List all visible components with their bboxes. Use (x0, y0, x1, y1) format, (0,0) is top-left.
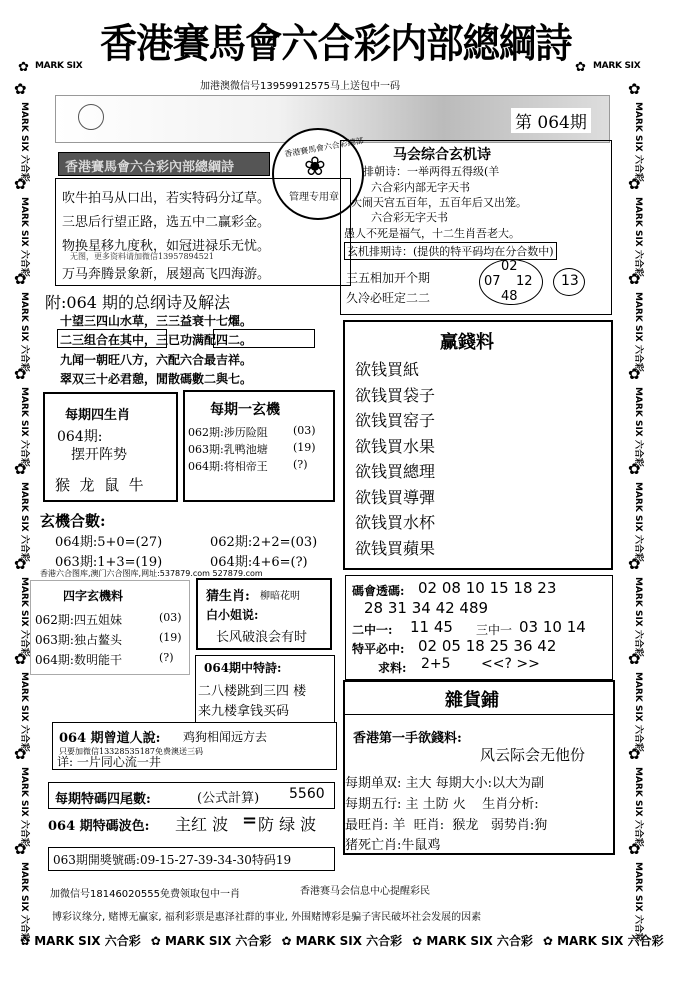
sizi-val: (19) (159, 631, 182, 644)
seal-text-bottom: 管理专用章 (289, 192, 339, 203)
issue-label: 第 064期 (511, 108, 591, 133)
bose-main: 主红 波 (175, 815, 229, 834)
border-logo: MARK SIX 六合彩 (633, 577, 643, 657)
flower-icon: ✿ (628, 270, 641, 288)
border-logo: MARK SIX 六合彩 (633, 387, 643, 467)
flower-icon: ✿ (14, 650, 27, 668)
number: 13 (561, 273, 579, 289)
zahuo-hk-text: 风云际会无他份 (480, 746, 586, 764)
poem-line: 万马奔腾景象新，展翅高飞四海游。 (62, 267, 271, 282)
flower-icon: ✿ (18, 60, 29, 75)
border-logo: ✿ MARK SIX 六合彩 (281, 934, 403, 948)
teshi-box (195, 655, 335, 723)
border-logo: ✿ MARK SIX 六合彩 (542, 934, 664, 948)
toupu-row: 02 08 10 15 18 23 (418, 579, 557, 597)
kaijiang-box (48, 847, 335, 871)
flower-icon: ✿ (14, 840, 27, 858)
yingqian-item: 欲钱買導彈 (355, 487, 436, 507)
poem-overlay: 无图，更多资料请加微信13957894521 (70, 252, 214, 261)
toupu-label: 碼會透碼: (352, 584, 405, 598)
xuanjima-title: 玄機合數: (40, 512, 106, 530)
border-logo: MARK SIX 六合彩 (633, 862, 643, 942)
border-logo: MARK SIX 六合彩 (633, 672, 643, 752)
zengjin-box (52, 722, 337, 770)
flower-icon: ✿ (628, 365, 641, 383)
flower-icon: ✿ (14, 175, 27, 193)
xuanji-line: 六合彩无字天书 (371, 211, 448, 224)
yingqian-item: 欲钱買紙 (355, 360, 420, 379)
left-border (8, 80, 36, 942)
flower-icon: ✿ (628, 650, 641, 668)
yixuanji-box (183, 390, 335, 502)
number: 48 (501, 289, 518, 304)
border-logo: MARK SIX 六合彩 (19, 102, 29, 182)
caishengxiao-box (196, 578, 332, 650)
toupu-row: <<? >> (481, 656, 540, 672)
highlight-box (57, 329, 167, 348)
zonggang-line: 二三组合在其中，三已功满配四二。 (60, 333, 253, 347)
flower-icon: ✿ (628, 840, 641, 858)
number: 07 (484, 274, 501, 289)
teshi-title: 064期中特詩: (204, 661, 282, 675)
number: 02 (501, 259, 518, 274)
toupu-label: 三中一 (476, 623, 513, 637)
zahuo-title: 雜貨鋪 (445, 690, 499, 711)
poem-line: 三思后行望正路，选五中二赢彩金。 (62, 215, 271, 230)
border-logo: MARK SIX 六合彩 (633, 197, 643, 277)
caishengxiao-sub: 白小姐说: (206, 608, 259, 622)
banner-strip (58, 152, 270, 176)
xuanjima-row: 063期:1+3=(19) (55, 555, 163, 570)
border-logo: MARK SIX (593, 61, 641, 71)
xuanji-box (340, 140, 612, 315)
sishengxiao-animals: 猴 龙 鼠 牛 (55, 476, 144, 494)
toupu-row: 11 45 (410, 618, 453, 636)
border-logo: MARK SIX 六合彩 (19, 387, 29, 467)
toupu-row: 2+5 (421, 656, 451, 672)
flower-icon: ✿ (628, 175, 641, 193)
toupu-row: 28 31 34 42 489 (364, 599, 489, 617)
flower-icon: ✿ (14, 80, 27, 98)
xuanjima-row: 062期:2+2=(03) (210, 535, 318, 550)
border-logo: MARK SIX 六合彩 (633, 767, 643, 847)
yixuanji-val: (?) (293, 458, 308, 471)
zonggang-title: 附:064 期的总纲诗及解法 (45, 293, 231, 312)
bose-label: 064 期特碼波色: (48, 819, 150, 834)
zengjin-sub: 详: 一片同心流一井 (57, 755, 161, 769)
sishengxiao-text: 摆开阵势 (71, 447, 127, 463)
zengjin-text: 鸡狗相闻远方去 (183, 730, 268, 744)
sishengxiao-issue: 064期: (57, 429, 103, 445)
zahuo-line: 每期五行: 主 土防 火 生肖分析: (345, 797, 539, 812)
bottom-border-strip (20, 932, 664, 949)
flower-icon: ✿ (628, 80, 641, 98)
sizi-row: 063期:独占鳌头 (35, 633, 122, 647)
site-note: 香港六合图库,澳门六合图库,网址:537879.com 527879.com (40, 569, 263, 578)
yingqian-item: 欲钱買窑子 (355, 411, 436, 430)
yingqian-item: 欲钱買總理 (355, 462, 436, 481)
flower-icon: ✿ (14, 270, 27, 288)
border-logo: ✿ MARK SIX 六合彩 (20, 934, 141, 948)
weishu-formula: (公式計算) (197, 791, 260, 806)
xuanji-line: 大闹天宫五百年，五百年后又出笼。 (351, 196, 527, 209)
footer-wechat: 加微信号18146020555免费领取包中一肖 (50, 889, 240, 900)
xuanji-line: 六合彩内部无字天书 (371, 181, 470, 194)
flower-icon: ✿ (575, 60, 586, 75)
xuanji-line: 愚人不死是福气，十二生肖吾老大。 (344, 227, 520, 240)
sizi-row: 062期:四五姐妹 (35, 613, 122, 627)
number: 12 (516, 274, 533, 289)
sishengxiao-box (43, 392, 178, 502)
seal-text-top: 香港賽馬會六合彩總部 (283, 136, 365, 159)
xuanji-line: 排朝诗：一举两得五得级(羊 (363, 165, 500, 178)
bose-fang: 防 绿 波 (258, 815, 317, 834)
border-logo: MARK SIX 六合彩 (19, 292, 29, 372)
teshi-line: 二八楼跳到三四 楼 (198, 684, 307, 699)
caishengxiao-text: 长风破浪会有时 (216, 630, 308, 645)
border-logo: ✿ MARK SIX 六合彩 (150, 934, 272, 948)
caishengxiao-title: 猜生肖: (206, 589, 250, 604)
flower-icon: ✿ (14, 365, 27, 383)
seal-flower-icon: ❀ (304, 152, 326, 182)
sizi-title: 四字玄機料 (63, 589, 124, 603)
xuanji-line: 三五相加开个期 (346, 271, 431, 285)
toupu-row: 02 05 18 25 36 42 (418, 637, 557, 655)
zahuo-line: 每期单双: 主大 每期大小:以大为副 (345, 776, 545, 791)
zengjin-overlay: 只要加微信13328535187免费澳送三码 (59, 747, 203, 756)
footer-slogan: 博彩议缘分, 赌博无赢家, 福利彩票是惠泽社群的事业, 外围赌博彩是骗子害民破坏社会发展的因素 (52, 912, 482, 923)
yingqian-item: 欲钱買水杯 (355, 513, 436, 532)
toupu-label: 求料: (378, 661, 407, 675)
border-logo: MARK SIX 六合彩 (19, 862, 29, 942)
toupu-box (345, 575, 613, 680)
flower-icon: ✿ (628, 555, 641, 573)
poem-line: 物换星移九度秋，如冠进禄乐无忧。 (62, 239, 271, 254)
footer-center: 香港赛马会信息中心提醒彩民 (300, 886, 430, 897)
weishu-box (48, 782, 335, 809)
zahuo-hk-label: 香港第一手欲錢料: (353, 731, 462, 746)
yingqian-item: 欲钱買水果 (355, 436, 436, 456)
weishu-title: 每期特碼四尾數: (55, 792, 151, 807)
flower-icon: ✿ (628, 745, 641, 763)
highlight-box (213, 329, 315, 348)
yingqian-title: 赢錢料 (440, 332, 494, 353)
xuanji-line: 玄机排期诗：(提供的特平码均在分合数中) (344, 242, 557, 260)
yixuanji-title: 每期一玄機 (210, 402, 280, 418)
sizi-box (30, 580, 190, 675)
xuanji-title: 马会综合玄机诗 (393, 147, 491, 163)
zonggang-line: 九闻一朝旺八方，六配六合最吉祥。 (60, 353, 253, 367)
flower-icon: ✿ (14, 745, 27, 763)
header-contact: 加港澳微信号13959912575马上送包中一码 (200, 81, 400, 92)
bose-eq: = (242, 810, 258, 831)
border-logo: MARK SIX 六合彩 (19, 577, 29, 657)
sizi-row: 064期:数明能干 (35, 653, 122, 667)
banner-logo (78, 104, 104, 130)
border-logo: MARK SIX (35, 61, 83, 71)
top-border-strip (10, 58, 100, 78)
yixuanji-row: 062期:涉历险阻 (188, 426, 268, 439)
poem-box (55, 178, 351, 286)
teshi-line: 来九楼拿钱买码 (198, 704, 290, 719)
bottom-border (20, 932, 664, 954)
border-logo: MARK SIX 六合彩 (19, 197, 29, 277)
xuanjima-row: 064期:5+0=(27) (55, 535, 163, 550)
zonggang-line: 翠双三十必君憩，閒散碼數二與七。 (60, 372, 253, 386)
zengjin-title: 064 期曾道人說: (59, 731, 161, 746)
border-logo: MARK SIX 六合彩 (19, 482, 29, 562)
yingqian-item: 欲钱買袋子 (355, 385, 436, 405)
kaijiang-text: 063期開獎號碼:09-15-27-39-34-30特码19 (53, 853, 292, 867)
border-logo: ✿ MARK SIX 六合彩 (412, 934, 533, 948)
page-title: 香港賽馬會六合彩内部總綱詩 (100, 20, 572, 67)
zonggang-lines (55, 312, 340, 386)
sishengxiao-title: 每期四生肖 (65, 408, 131, 423)
zahuo-line: 最旺肖: 羊 旺肖: 猴龙 弱势肖:狗 (345, 818, 548, 833)
xuanji-line: 久冷必旺定二二 (346, 291, 431, 305)
toupu-label: 特平必中: (352, 642, 405, 656)
caishengxiao-hint: 柳暗花明 (260, 591, 300, 602)
border-logo: MARK SIX 六合彩 (633, 482, 643, 562)
flower-icon: ✿ (14, 555, 27, 573)
poem-line: 吹牛拍马从口出，若实特码分辽草。 (62, 191, 271, 206)
sizi-val: (?) (159, 651, 174, 664)
top-border-strip-right (575, 58, 655, 78)
right-border (622, 80, 652, 942)
zahuo-box (343, 680, 615, 855)
border-logo: MARK SIX 六合彩 (19, 672, 29, 752)
border-logo: MARK SIX 六合彩 (633, 102, 643, 182)
yixuanji-val: (03) (293, 424, 316, 437)
yixuanji-row: 064期:将相帝王 (188, 460, 268, 473)
zahuo-line: 猪死亡肖:牛鼠鸡 (345, 838, 441, 853)
yixuanji-row: 063期:乳鸭池塘 (188, 443, 268, 456)
banner-strip-text: 香港賽馬會六合彩內部總綱詩 (65, 160, 235, 175)
yingqian-item: 欲钱買蘋果 (355, 538, 436, 558)
flower-icon: ✿ (628, 460, 641, 478)
sizi-val: (03) (159, 611, 182, 624)
border-logo: MARK SIX 六合彩 (633, 292, 643, 372)
weishu-value: 5560 (289, 786, 325, 802)
zonggang-line: 十望三四山水草，三三益衰十七燿。 (60, 314, 253, 328)
yixuanji-val: (19) (293, 441, 316, 454)
yingqian-box (343, 320, 613, 570)
border-logo: MARK SIX 六合彩 (19, 767, 29, 847)
zahuo-divider (345, 714, 613, 715)
toupu-label: 二中一: (352, 623, 393, 637)
xuanjima-row: 064期:4+6=(?) (210, 555, 308, 570)
toupu-row: 03 10 14 (519, 618, 586, 636)
flower-icon: ✿ (14, 460, 27, 478)
